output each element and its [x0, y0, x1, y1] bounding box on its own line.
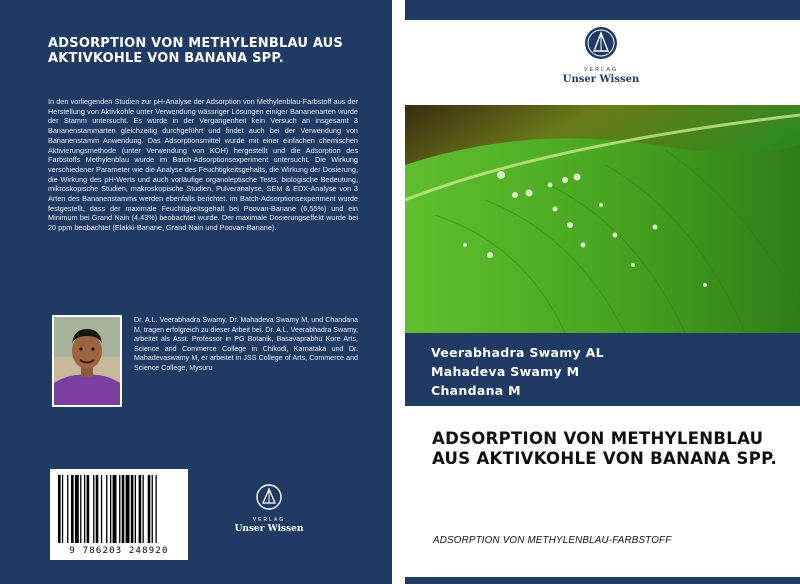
spine — [392, 0, 405, 584]
isbn-digits: 9 786203 248920 — [69, 546, 169, 556]
front-bottom-band — [405, 577, 800, 584]
back-logo-name: Unser Wissen — [234, 524, 304, 534]
front-subtitle: ADSORPTION VON METHYLENBLAU-FARBSTOFF — [433, 535, 672, 546]
publisher-emblem-icon — [256, 484, 282, 510]
back-cover — [0, 0, 392, 584]
banana-leaf-cover-image — [405, 105, 800, 333]
back-publisher-logo — [222, 484, 316, 534]
front-top-band — [405, 0, 800, 20]
author-name-2: Mahadeva Swamy M — [431, 364, 580, 379]
author-name-3: Chandana M — [431, 383, 521, 398]
back-title: ADSORPTION VON METHYLENBLAU AUS AKTIVKOHLE VON BANANA SPP. — [48, 36, 343, 66]
author-name-1: Veerabhadra Swamy AL — [431, 345, 604, 360]
front-logo-verlag: VERLAG — [583, 67, 619, 73]
isbn-barcode — [50, 469, 188, 560]
front-publisher-logo — [551, 26, 651, 85]
publisher-emblem-icon — [584, 26, 618, 60]
author-photo — [52, 315, 122, 407]
author-portrait-image — [54, 317, 120, 405]
back-logo-verlag: VERLAG — [252, 517, 286, 523]
authors-band — [405, 333, 800, 406]
front-cover — [405, 0, 800, 584]
front-title: ADSORPTION VON METHYLENBLAU AUS AKTIVKOHLE VON BANANA SPP. — [432, 429, 778, 468]
author-bio: Dr. A.L. Veerabhadra Swamy, Dr. Mahadeva Swamy M, und Chandana M, tragen erfolgreich zu dieser Arbeit bei. Dr. A.L. Veerabhadra Swamy, arbeitet als Asst. Professor in PG Botanik, Basavaprabhu Kore Arts, Science and Commerce College in Chikodi, Karnataka und Dr. Mahadevaswamy M, er arbeitet in JSS College of Arts, Commerce and Science College, Mysuru — [134, 316, 358, 372]
back-summary: In den vorliegenden Studien zur pH-Analyse der Adsorption von Methylenblau-Farbstoff aus der Herstellung von Aktivkohle unter Verwendung wässriger Lösungen einiger Bananenarten wurde der Stamm untersucht. Es wurde in der Vergangenheit kein Versuch an insgesamt 3 Bananenstammarten gleichzeitig durchgeführt und findet auch bei der Verwendung von Bananenstamm Anwendung. Das Adsorptionsmittel wurde mit einer einfachen chemischen Aktivierungsmethode (unter Verwendung von KOH) hergestellt und die Adsorption des Farbstoffs Methylenblau wurde im Batch-Adsorptionsexperiment untersucht. Die Wirkung verschiedener Parameter wie die Analyse des Feuchtigkeitsgehalts, die Wirkung der Dosierung, die Wirkung des pH-Werts und auch vorläufige organoleptische Tests, biologische Bedeutung, mikroskopische Studien, makroskopische Studien, Pulveranalyse, SEM & EDX-Analyse von 3 Arten des Bananenstamms werden ebenfalls berichtet. im Batch-Adsorptionsexperiment wurde festgestellt, dass der maximale Feuchtigkeitsgehalt bei Poovan-Banane (6,55%) und ein Minimum bei Grand Nain (4,43%) beobachtet wurde. Der maximale Dosierungseffekt wurde bei 20 ppm beobachtet (Elakki-Banane, Grand Nain und Poovan-Banane). — [48, 97, 358, 233]
front-logo-name: Unser Wissen — [562, 74, 640, 85]
